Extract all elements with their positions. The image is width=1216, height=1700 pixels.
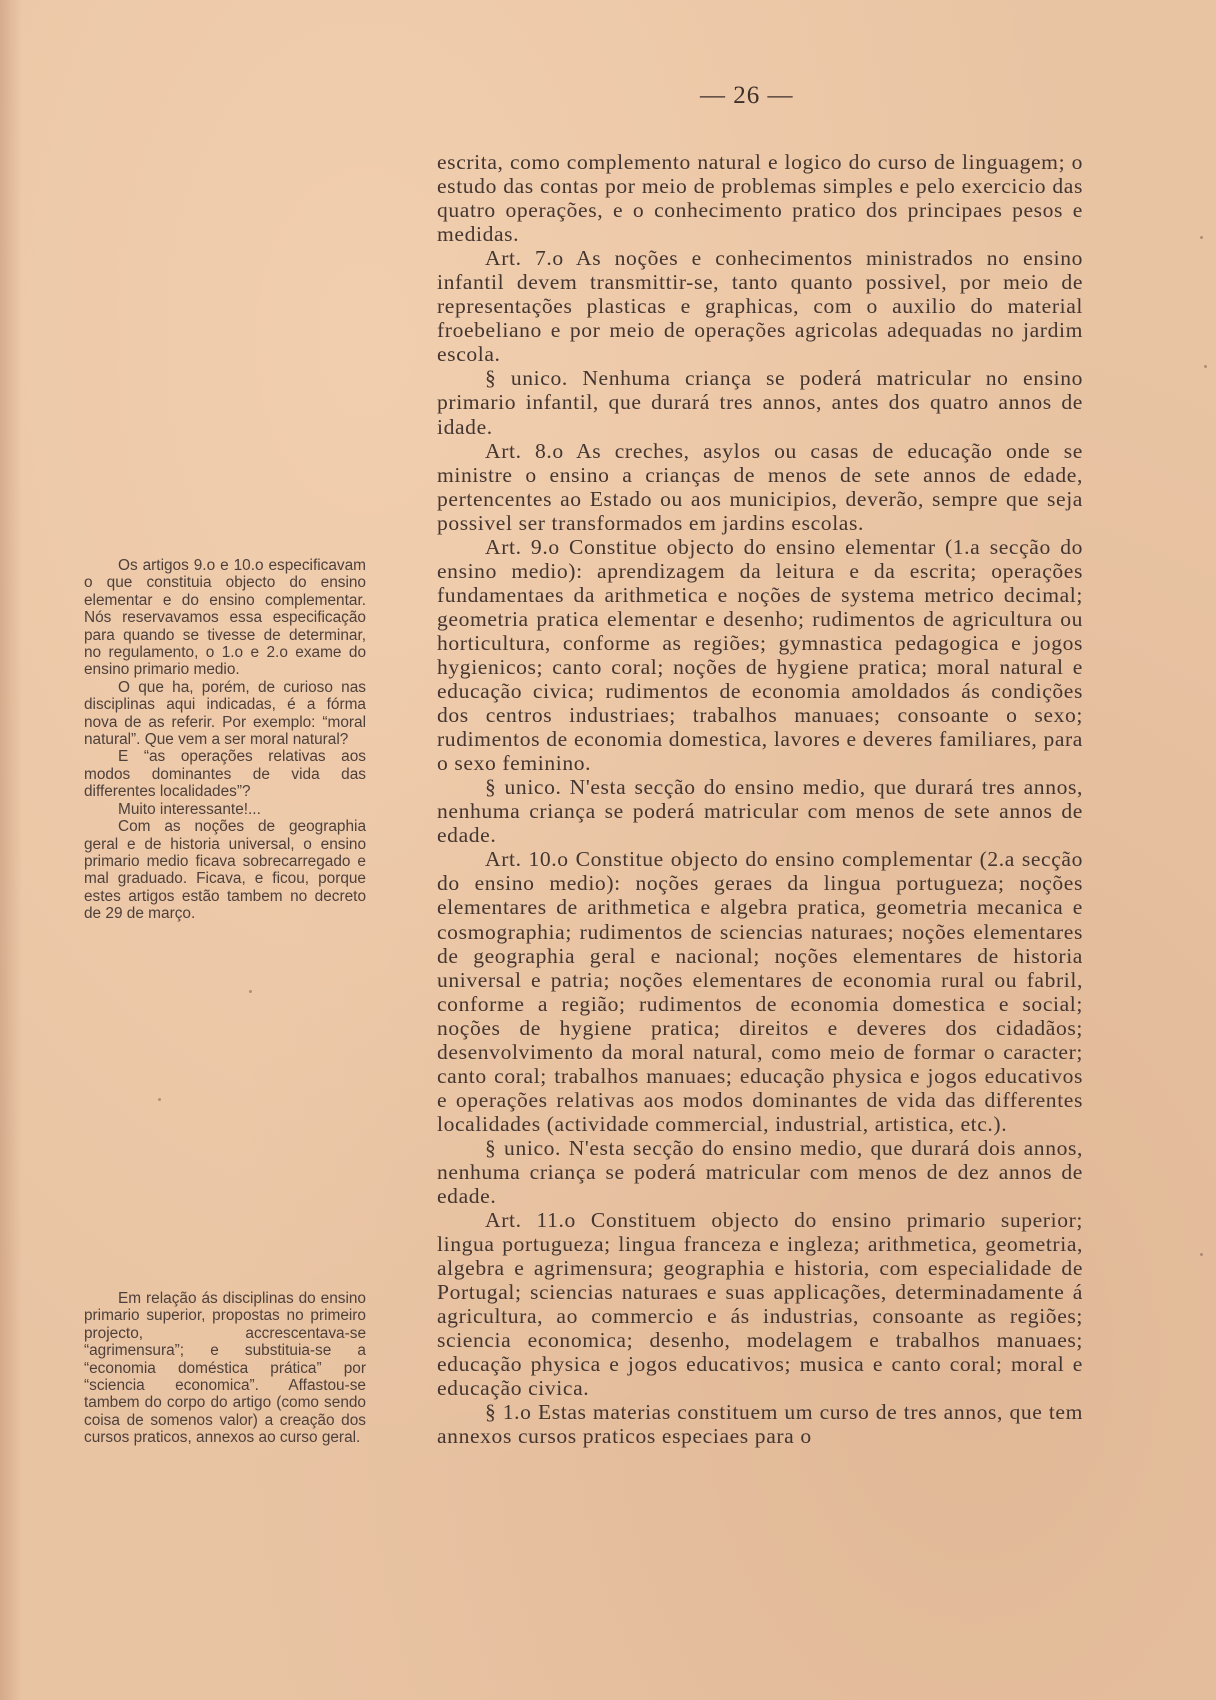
paper-speck bbox=[1200, 236, 1203, 239]
paper-speck bbox=[158, 1098, 161, 1101]
main-paragraph: § 1.o Estas materias constituem um curso de tres annos, que tem annexos cursos praticos especiaes para o bbox=[437, 1400, 1083, 1449]
main-paragraph: § unico. N'esta secção do ensino medio, que durará tres annos, nenhuma criança se poderá matricular com menos de sete annos de edade. bbox=[437, 775, 1083, 848]
main-paragraph: § unico. Nenhuma criança se poderá matricular no ensino primario infantil, que durará tres annos, antes dos quatro annos de idade. bbox=[437, 366, 1083, 439]
page-edge-shadow bbox=[0, 0, 22, 1700]
side-note-articles-9-10 bbox=[84, 557, 366, 923]
paper-speck bbox=[1200, 1253, 1203, 1256]
paper-speck bbox=[1204, 365, 1207, 368]
main-paragraph: Art. 11.o Constituem objecto do ensino primario superior; lingua portugueza; lingua franceza e ingleza; arithmetica, geometria, algebra e agrimensura; geographia e historia, com especialidade de Portugal; sciencias naturaes e suas applicações, determinadamente á agricultura, ao commercio e ás industrias, consoante as regiões; sciencia economica; desenho, modelagem e trabalhos manuaes; educação physica e jogos educativos; musica e canto coral; moral e educação civica. bbox=[437, 1208, 1083, 1401]
page-number: — 26 — bbox=[700, 82, 794, 109]
side-note-paragraph: E “as operações relativas aos modos dominantes de vida das differentes localidades”? bbox=[84, 748, 366, 801]
paper-speck bbox=[249, 990, 252, 993]
main-text-column bbox=[437, 150, 1083, 1449]
main-paragraph: Art. 9.o Constitue objecto do ensino elementar (1.a secção do ensino medio): aprendizagem da leitura e da escrita; operações fundamentaes da arithmetica e noções de systema metrico decimal; geometria pratica elementar e desenho; rudimentos de agricultura ou horticultura, conforme as regiões; gymnastica pedagogica e jogos hygienicos; canto coral; noções de hygiene pratica; moral natural e educação civica; rudimentos de economia amoldados ás condições dos centros industriaes; trabalhos manuaes; consoante o sexo; rudimentos de economia domestica, lavores e deveres familiares, para o sexo feminino. bbox=[437, 534, 1083, 776]
main-paragraph: Art. 7.o As noções e conhecimentos ministrados no ensino infantil devem transmittir-se, tanto quanto possivel, por meio de representações plasticas e graphicas, com o auxilio do material froebeliano e por meio de operações agricolas adequadas no jardim escola. bbox=[437, 246, 1083, 367]
main-paragraph: § unico. N'esta secção do ensino medio, que durará dois annos, nenhuma criança se poderá matricular com menos de dez annos de edade. bbox=[437, 1135, 1083, 1209]
main-paragraph: Art. 10.o Constitue objecto do ensino complementar (2.a secção do ensino medio): noções geraes da lingua portugueza; noções elementares de arithmetica e algebra pratica, geometria mecanica e cosmographia; rudimentos de sciencias naturaes; noções elementares de geographia geral e nacional; noções elementares de historia universal e patria; noções elementares de economia rural ou fabril, conforme a região; rudimentos de economia domestica e social; noções de hygiene pratica; direitos e deveres dos cidadãos; desenvolvimento da moral natural, como meio de formar o caracter; canto coral; trabalhos manuaes; educação physica e jogos educativos e operações relativas aos modos dominantes de vida das differentes localidades (actividade commercial, industrial, artistica, etc.). bbox=[437, 847, 1083, 1136]
side-note-paragraph: Com as noções de geographia geral e de historia universal, o ensino primario medio ficava sobrecarregado e mal graduado. Ficava, e ficou, porque estes artigos estão tambem no decreto de 29 de março. bbox=[84, 818, 366, 923]
side-note-paragraph: Muito interessante!... bbox=[118, 800, 261, 818]
main-paragraph: escrita, como complemento natural e logico do curso de linguagem; o estudo das contas por meio de problemas simples e pelo exercicio das quatro operações, e o conhecimento pratico dos principaes pesos e medidas. bbox=[437, 150, 1083, 247]
side-note-paragraph: O que ha, porém, de curioso nas disciplinas aqui indicadas, é a fórma nova de as referir. Por exemplo: “moral natural”. Que vem a ser moral natural? bbox=[84, 678, 366, 749]
main-paragraph: Art. 8.o As creches, asylos ou casas de educação onde se ministre o ensino a crianças de menos de sete annos de edade, pertencentes ao Estado ou aos municipios, deverão, sempre que seja possivel ser transformados em jardins escolas. bbox=[437, 438, 1083, 535]
side-note-paragraph: Em relação ás disciplinas do ensino primario superior, propostas no primeiro projecto, accrescentava-se “agrimensura”; e substituia-se a “economia doméstica prática” por “sciencia economica”. Affastou-se tambem do corpo do artigo (como sendo coisa de somenos valor) a creação dos cursos praticos, annexos ao curso geral. bbox=[84, 1290, 366, 1447]
side-note-article-11 bbox=[84, 1290, 366, 1447]
side-note-paragraph: Os artigos 9.o e 10.o especificavam o que constituia objecto do ensino elementar e do ensino complementar. Nós reservavamos essa especificação para quando se tivesse de determinar, no regulamento, o 1.o e 2.o exame do ensino primario medio. bbox=[84, 557, 366, 679]
